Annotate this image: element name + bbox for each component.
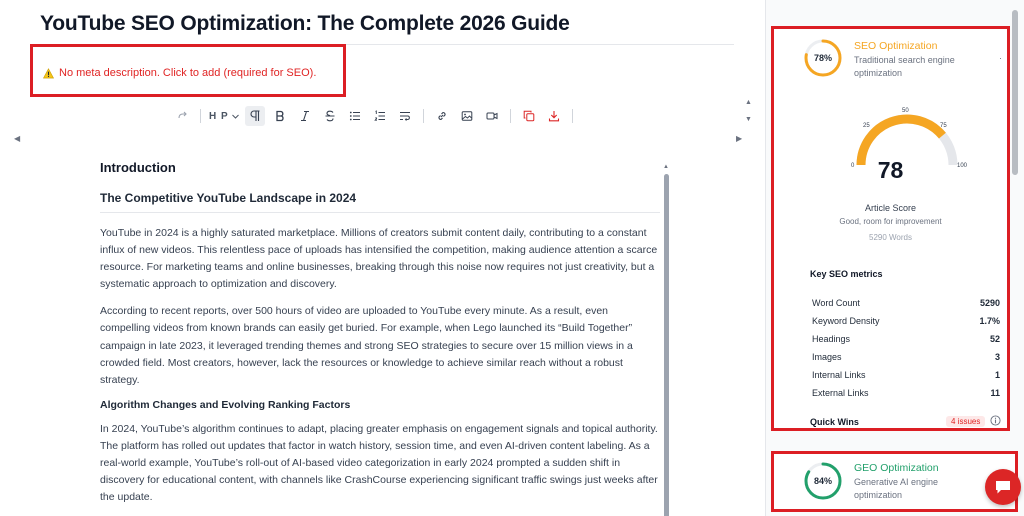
toolbar-divider — [423, 109, 424, 123]
chat-icon — [994, 479, 1012, 495]
toolbar-divider — [572, 109, 573, 123]
image-icon — [461, 110, 473, 122]
geo-card-title: GEO Optimization — [854, 462, 939, 474]
metric-row — [812, 384, 1000, 402]
seo-metrics-list — [812, 294, 1000, 402]
metric-value: 5290 — [979, 298, 1000, 308]
video-icon — [486, 110, 498, 122]
paragraph: In 2024, YouTube’s algorithm continues to adapt, placing greater emphasis on engagement signals and topical authority. The platform has rolled out updates that factor in watch history, session time, and even AI-driven content labeling. As a real-world example, YouTube’s roll-out of AI-based video categorization in early 2024 prompted a sudden shift in discovery for educational content, with channels like CrashCourse experiencing significant traffic swings just weeks after the update. — [100, 422, 658, 504]
numbered-list-button[interactable] — [370, 106, 390, 126]
panel-scrollbar[interactable] — [1012, 10, 1018, 175]
quick-wins-title[interactable]: Quick Wins — [810, 417, 859, 427]
bullet-list-button[interactable] — [345, 106, 365, 126]
redo-button[interactable] — [172, 106, 192, 126]
numbered-list-icon — [374, 110, 386, 122]
heading-dropdown-label: H P — [209, 110, 229, 122]
seo-progress-ring — [803, 38, 843, 78]
article-score-label: Article Score — [864, 203, 917, 213]
metric-row — [812, 312, 1000, 330]
video-button[interactable] — [482, 106, 502, 126]
article-content[interactable] — [100, 160, 660, 516]
meta-description-highlight — [30, 44, 346, 97]
gauge-tick-75: 75 — [940, 123, 947, 129]
geo-optimization-card[interactable] — [771, 451, 1018, 512]
expand-right-arrow[interactable]: ▶ — [736, 134, 743, 143]
indent-icon — [399, 110, 411, 122]
italic-button[interactable] — [295, 106, 315, 126]
geo-progress-ring — [803, 461, 843, 501]
metric-row — [812, 348, 1000, 366]
warning-icon — [43, 68, 54, 79]
italic-icon — [299, 110, 311, 122]
meta-warning-text: No meta description. Click to add (required for SEO). — [59, 67, 317, 79]
editor-toolbar — [172, 106, 581, 126]
gauge-tick-50: 50 — [902, 108, 909, 114]
chat-button[interactable] — [985, 469, 1021, 505]
paragraph: YouTube in 2024 is a highly saturated marketplace. Millions of creators submit content daily, contributing to a constant influx of new videos. This relentless pace of uploads has intensified the competition, making audience attention a scarce resource. For marketing teams and online businesses, breaking through this noise now requires not just creativity, but a systematic approach to optimization and discovery. — [100, 227, 658, 291]
image-button[interactable] — [457, 106, 477, 126]
seo-percent: 78% — [813, 53, 832, 63]
toolbar-divider — [200, 109, 201, 123]
meta-description-warning[interactable] — [43, 67, 316, 79]
bold-button[interactable] — [270, 106, 290, 126]
download-button[interactable] — [544, 106, 564, 126]
indent-button[interactable] — [395, 106, 415, 126]
paragraph-icon — [249, 110, 261, 122]
strikethrough-button[interactable] — [320, 106, 340, 126]
metric-value: 1.7% — [979, 316, 1000, 326]
link-button[interactable] — [432, 106, 452, 126]
seo-optimization-card[interactable] — [771, 26, 1010, 431]
metric-value: 11 — [990, 388, 1000, 398]
metric-value: 52 — [989, 334, 1000, 344]
seo-card-subtitle: Traditional search engine optimization — [854, 55, 955, 78]
metric-row — [812, 366, 1000, 384]
gauge-tick-25: 25 — [863, 123, 870, 129]
scroll-down-arrow[interactable]: ▼ — [745, 116, 752, 123]
copy-button[interactable] — [519, 106, 539, 126]
info-icon[interactable] — [990, 415, 1001, 426]
seo-card-title: SEO Optimization — [854, 40, 938, 52]
metric-name: Word Count — [812, 298, 860, 308]
bold-icon — [274, 110, 286, 122]
geo-card-subtitle: Generative AI engine optimization — [854, 477, 939, 500]
metric-value: 1 — [994, 370, 1000, 380]
bullet-list-icon — [349, 110, 361, 122]
content-scroll-up-arrow[interactable]: ▲ — [663, 164, 669, 170]
metric-name: Headings — [812, 334, 851, 344]
article-score-value: 78 — [877, 157, 904, 183]
paragraph: According to recent reports, over 500 hours of video are uploaded to YouTube every minute. As a result, even compelling videos from known brands can easily get buried. For example, when Lego launched its “Build Together” campaign in late 2023, it leveraged trending themes and strong SEO strategies to secure over 15 million views in a crowded field. Most creators, however, lack the resources or knowledge to achieve similar reach without a robust strategy. — [100, 305, 633, 386]
page-title[interactable]: YouTube SEO Optimization: The Complete 2026 Guide — [40, 12, 570, 35]
content-scrollbar[interactable] — [664, 174, 669, 516]
link-icon — [436, 110, 448, 122]
redo-icon — [176, 110, 188, 122]
metric-row — [812, 294, 1000, 312]
strikethrough-icon — [324, 110, 336, 122]
scroll-up-arrow[interactable]: ▲ — [745, 99, 752, 106]
heading-dropdown[interactable] — [209, 106, 240, 126]
toolbar-divider — [510, 109, 511, 123]
gauge-tick-100: 100 — [957, 163, 968, 169]
heading-introduction: Introduction — [100, 160, 176, 175]
heading-algorithm-changes: Algorithm Changes and Evolving Ranking Factors — [100, 398, 351, 411]
geo-percent: 84% — [813, 476, 832, 486]
metric-name: Images — [812, 352, 842, 362]
paragraph-button[interactable] — [245, 106, 265, 126]
seo-card-menu[interactable]: · — [999, 53, 1002, 63]
metrics-title: Key SEO metrics — [810, 269, 883, 279]
metric-row — [812, 330, 1000, 348]
metric-name: Keyword Density — [812, 316, 880, 326]
metric-value: 3 — [994, 352, 1000, 362]
metric-name: External Links — [812, 388, 869, 398]
gauge-tick-0: 0 — [851, 163, 855, 169]
issues-badge[interactable]: 4 issues — [946, 416, 985, 427]
metric-name: Internal Links — [812, 370, 866, 380]
download-icon — [548, 110, 560, 122]
collapse-left-arrow[interactable]: ◀ — [14, 134, 21, 143]
chevron-down-icon — [231, 112, 240, 121]
heading-competitive-landscape: The Competitive YouTube Landscape in 2024 — [100, 191, 660, 213]
article-score-sublabel: Good, room for improvement — [839, 217, 942, 226]
word-count-summary: 5290 Words — [869, 233, 912, 242]
copy-icon — [523, 110, 535, 122]
